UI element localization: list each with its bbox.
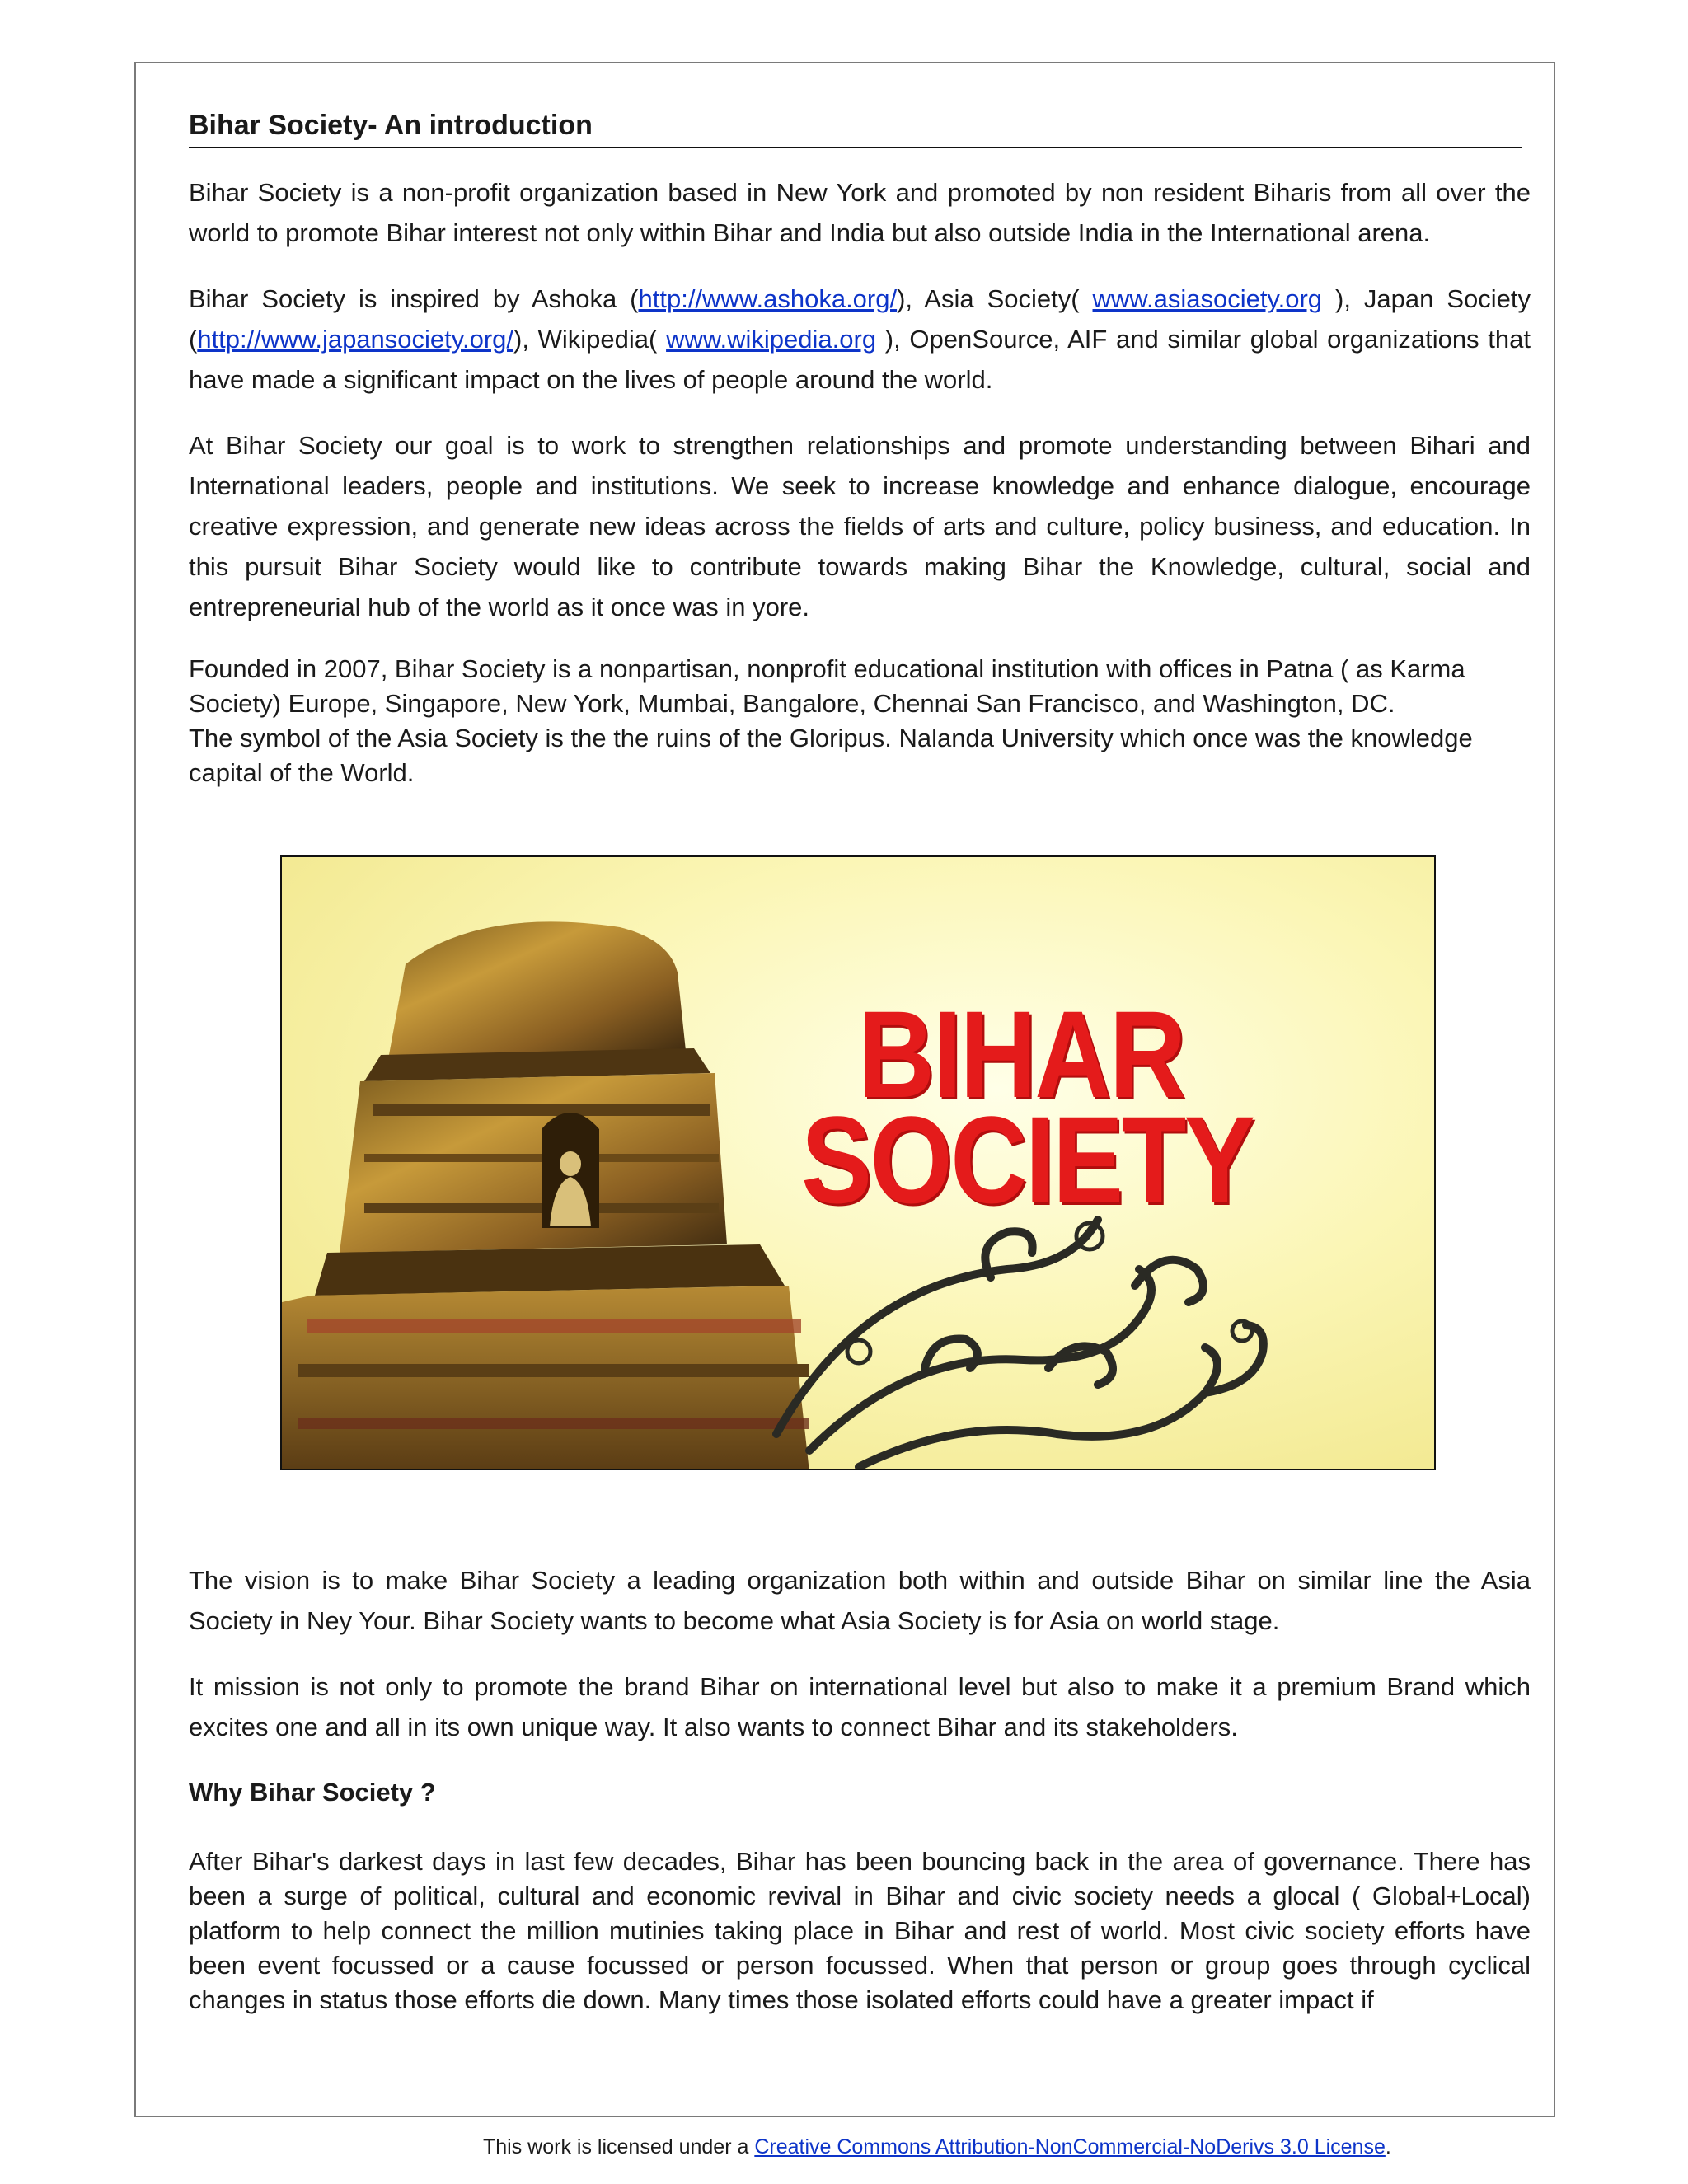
license-prefix: This work is licensed under a (483, 2135, 755, 2158)
mission-paragraph: It mission is not only to promote the brand Bihar on international level but also to make it a premium Brand which excites one and all in its own unique way. It also wants to connect Bihar and its stakeholders. (189, 1672, 1531, 1741)
symbol-paragraph: The symbol of the Asia Society is the the ruins of the Gloripus. Nalanda University which once was the knowledge capital of the World. (189, 724, 1473, 787)
license-suffix: . (1385, 2135, 1391, 2158)
asiasociety-link[interactable]: www.asiasociety.org (1092, 284, 1323, 313)
inspiration-text-3: ), Japan Society ( (189, 284, 1531, 354)
inspiration-text-4: ), Wikipedia( (513, 325, 667, 354)
goal-paragraph: At Bihar Society our goal is to work to strengthen relationships and promote understanding between Bihari and International leaders, people and institutions. We seek to increase knowledge and enhance dialogue, encourage creative expression, and generate new ideas across the fields of arts and culture, policy business, and education. In this pursuit Bihar Society would like to contribute towards making Bihar the Knowledge, cultural, social and entrepreneurial hub of the world as it once was in yore. (189, 431, 1531, 621)
founded-paragraph: Founded in 2007, Bihar Society is a nonpartisan, nonprofit educational institution with offices in Patna ( as Karma Society) Europe, Singapore, New York, Mumbai, Bangalore, Chennai San Francisco, and Washington, DC. (189, 654, 1465, 718)
why-bihar-society-heading: Why Bihar Society ? (189, 1778, 436, 1807)
vision-paragraph: The vision is to make Bihar Society a leading organization both within and outside Bihar on similar line the Asia Society in Ney Your. Bihar Society wants to become what Asia Society is for Asia on world stage. (189, 1566, 1531, 1635)
document-body (189, 105, 1531, 2018)
banner-title (801, 985, 1254, 1229)
inspiration-paragraph (189, 279, 1531, 400)
banner-title-line1: BIHAR (857, 985, 1184, 1123)
wikipedia-link[interactable]: www.wikipedia.org (666, 325, 877, 354)
ashoka-link[interactable]: http://www.ashoka.org/ (638, 284, 898, 313)
page-title: Bihar Society- An introduction (189, 105, 1522, 148)
why-paragraph: After Bihar's darkest days in last few decades, Bihar has been bouncing back in the area of governance. There has been a surge of political, cultural and economic revival in Bihar and civic society needs a glocal ( Global+Local) platform to help connect the million mutinies taking place in Bihar and rest of world. Most civic society efforts have been event focussed or a cause focussed or person focussed. When that person or group goes through cyclical changes in status those efforts die down. Many times those isolated efforts could have a greater impact if (189, 1847, 1531, 2014)
inspiration-text-5: ), OpenSource, AIF and similar global organizations that have made a significant impact on the lives of people around the world. (189, 325, 1531, 394)
creative-commons-license-link[interactable]: Creative Commons Attribution-NonCommercial-NoDerivs 3.0 License (754, 2135, 1386, 2158)
japansociety-link[interactable]: http://www.japansociety.org/ (197, 325, 513, 354)
bihar-society-banner-image (280, 855, 1436, 1470)
inspiration-text-2: ), Asia Society( (897, 284, 1093, 313)
intro-paragraph: Bihar Society is a non-profit organization based in New York and promoted by non resident Biharis from all over the world to promote Bihar interest not only within Bihar and India but also outside India in the International arena. (189, 178, 1531, 247)
banner-title-line2: SOCIETY (801, 1090, 1254, 1229)
inspiration-text-1: Bihar Society is inspired by Ashoka ( (189, 284, 639, 313)
